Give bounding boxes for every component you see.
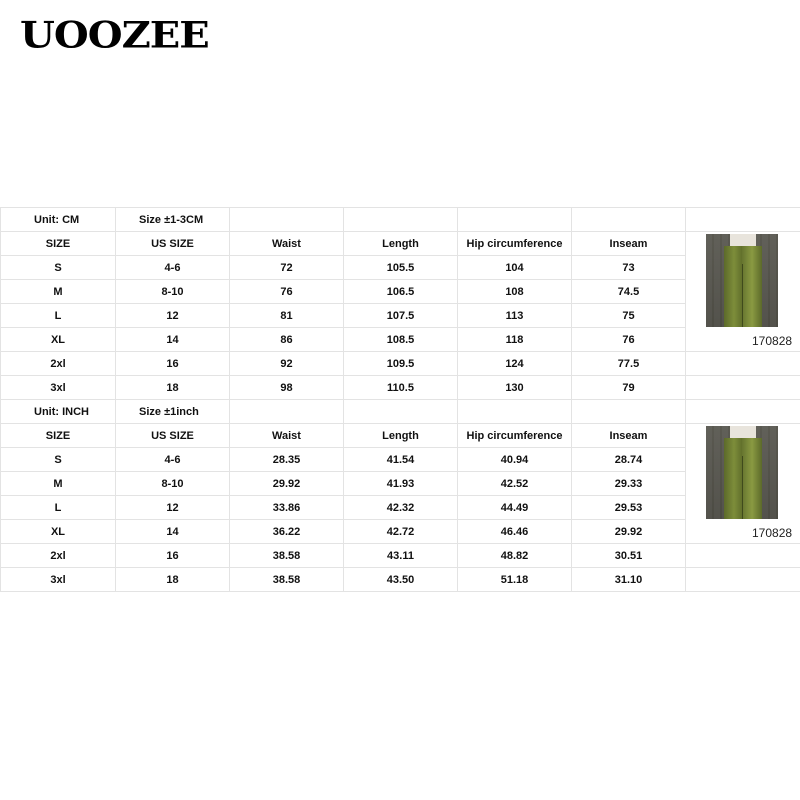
- cell: 8-10: [116, 472, 230, 496]
- cm-unit-label: Unit: CM: [1, 208, 116, 232]
- header-us-size: US SIZE: [116, 424, 230, 448]
- cell: 42.32: [344, 496, 458, 520]
- header-length: Length: [344, 424, 458, 448]
- header-length: Length: [344, 232, 458, 256]
- inch-unit-row: [1, 400, 800, 424]
- cell: 76: [572, 328, 686, 352]
- cell: 3xl: [1, 568, 116, 592]
- cell: 16: [116, 352, 230, 376]
- cell: XL: [1, 328, 116, 352]
- table-row: [1, 496, 800, 520]
- cell: 36.22: [230, 520, 344, 544]
- cell: 29.53: [572, 496, 686, 520]
- table-row: [1, 520, 800, 544]
- cell: 113: [458, 304, 572, 328]
- brand-logo: UOOZEE: [20, 14, 209, 57]
- header-inseam: Inseam: [572, 424, 686, 448]
- cell: 106.5: [344, 280, 458, 304]
- cell: 14: [116, 328, 230, 352]
- cm-tolerance-label: Size ±1-3CM: [116, 208, 230, 232]
- cell: 86: [230, 328, 344, 352]
- table-row: [1, 472, 800, 496]
- cell: 30.51: [572, 544, 686, 568]
- cell: 75: [572, 304, 686, 328]
- table-row: [1, 376, 800, 400]
- table-row: [1, 256, 800, 280]
- cm-header-row: [1, 232, 800, 256]
- cell: 108: [458, 280, 572, 304]
- cell: 4-6: [116, 448, 230, 472]
- cell: 124: [458, 352, 572, 376]
- cell: L: [1, 304, 116, 328]
- product-photo: [706, 234, 778, 327]
- cell: 43.11: [344, 544, 458, 568]
- header-hip: Hip circumference: [458, 232, 572, 256]
- cell: 41.93: [344, 472, 458, 496]
- cell: 38.58: [230, 568, 344, 592]
- cell: 38.58: [230, 544, 344, 568]
- cell: 79: [572, 376, 686, 400]
- cell: 42.52: [458, 472, 572, 496]
- cell: 105.5: [344, 256, 458, 280]
- cell: 41.54: [344, 448, 458, 472]
- table-row: [1, 568, 800, 592]
- cell: 29.92: [572, 520, 686, 544]
- cell: 18: [116, 376, 230, 400]
- cell: 73: [572, 256, 686, 280]
- inch-product-image-cell: [686, 424, 800, 544]
- cell: 48.82: [458, 544, 572, 568]
- cell: 98: [230, 376, 344, 400]
- cell: 92: [230, 352, 344, 376]
- cell: 29.92: [230, 472, 344, 496]
- cell: 28.35: [230, 448, 344, 472]
- cell: 130: [458, 376, 572, 400]
- cell: 72: [230, 256, 344, 280]
- cell: 16: [116, 544, 230, 568]
- cell: 8-10: [116, 280, 230, 304]
- product-code: 170828: [752, 526, 793, 540]
- cell: 3xl: [1, 376, 116, 400]
- header-waist: Waist: [230, 424, 344, 448]
- cell: S: [1, 448, 116, 472]
- cell: 44.49: [458, 496, 572, 520]
- cell: 110.5: [344, 376, 458, 400]
- cell: 74.5: [572, 280, 686, 304]
- cell: M: [1, 280, 116, 304]
- cell: 29.33: [572, 472, 686, 496]
- header-hip: Hip circumference: [458, 424, 572, 448]
- inch-tolerance-label: Size ±1inch: [116, 400, 230, 424]
- cell: L: [1, 496, 116, 520]
- header-inseam: Inseam: [572, 232, 686, 256]
- table-row: [1, 352, 800, 376]
- cell: 109.5: [344, 352, 458, 376]
- cell: 40.94: [458, 448, 572, 472]
- cell: M: [1, 472, 116, 496]
- cm-unit-row: [1, 208, 800, 232]
- header-size: SIZE: [1, 232, 116, 256]
- cell: 77.5: [572, 352, 686, 376]
- header-us-size: US SIZE: [116, 232, 230, 256]
- cell: 18: [116, 568, 230, 592]
- header-waist: Waist: [230, 232, 344, 256]
- inch-unit-label: Unit: INCH: [1, 400, 116, 424]
- cell: 28.74: [572, 448, 686, 472]
- size-chart-table: [0, 207, 800, 592]
- product-photo: [706, 426, 778, 519]
- table-row: [1, 448, 800, 472]
- cell: 42.72: [344, 520, 458, 544]
- cell: 2xl: [1, 352, 116, 376]
- cell: XL: [1, 520, 116, 544]
- table-row: [1, 328, 800, 352]
- table-row: [1, 280, 800, 304]
- cm-product-image-cell: [686, 232, 800, 352]
- cell: 43.50: [344, 568, 458, 592]
- cell: 12: [116, 304, 230, 328]
- cell: 31.10: [572, 568, 686, 592]
- cell: 76: [230, 280, 344, 304]
- cell: 2xl: [1, 544, 116, 568]
- cell: 81: [230, 304, 344, 328]
- cell: 12: [116, 496, 230, 520]
- cell: S: [1, 256, 116, 280]
- cell: 118: [458, 328, 572, 352]
- cell: 33.86: [230, 496, 344, 520]
- cell: 4-6: [116, 256, 230, 280]
- inch-header-row: [1, 424, 800, 448]
- cell: 104: [458, 256, 572, 280]
- cell: 46.46: [458, 520, 572, 544]
- header-size: SIZE: [1, 424, 116, 448]
- cell: 108.5: [344, 328, 458, 352]
- cell: 107.5: [344, 304, 458, 328]
- table-row: [1, 304, 800, 328]
- cell: 14: [116, 520, 230, 544]
- product-code: 170828: [752, 334, 793, 348]
- table-row: [1, 544, 800, 568]
- cell: 51.18: [458, 568, 572, 592]
